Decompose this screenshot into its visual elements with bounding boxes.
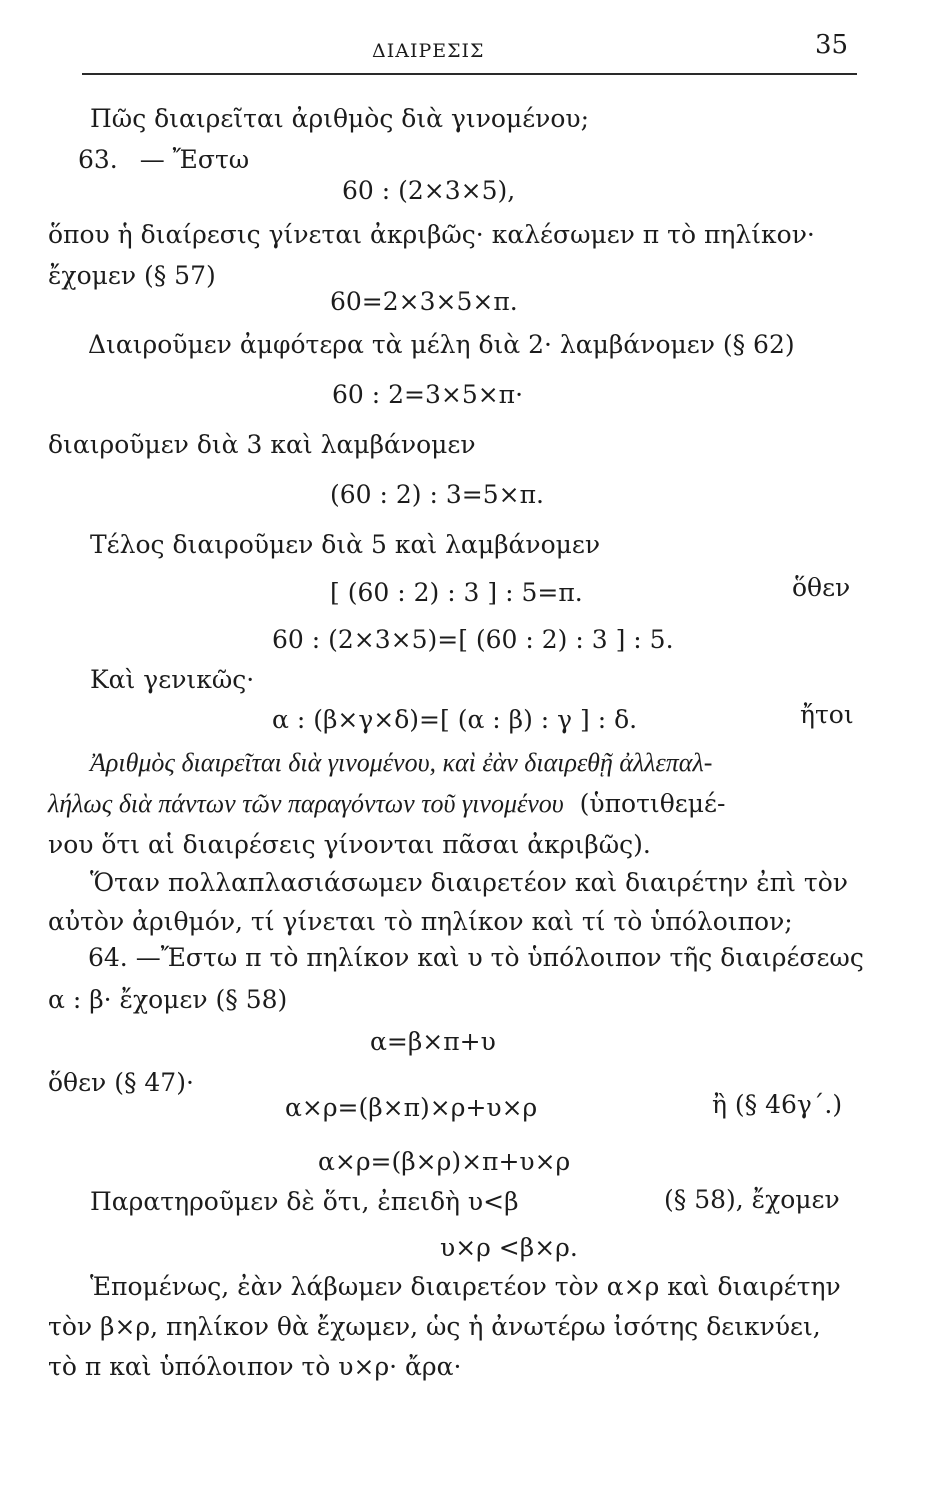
text-line: διαιροῦμεν διὰ 3 καὶ λαμβάνομεν [48, 430, 476, 459]
text-line: ἔχομεν (§ 57) [48, 261, 216, 290]
text-line: α : β· ἔχομεν (§ 58) [48, 985, 288, 1014]
text-word: ὅθεν [792, 573, 851, 602]
equation-7: α : (β×γ×δ)=[ (α : β) : γ ] : δ. [272, 705, 638, 734]
section-64-intro [88, 943, 864, 973]
section-63-intro [78, 145, 249, 175]
equation-5: [ (60 : 2) : 3 ] : 5=π. [330, 578, 583, 607]
question-heading: Πῶς διαιρεῖται ἀριθμὸς διὰ γινομένου; [90, 104, 590, 133]
equation-8: α=β×π+υ [370, 1027, 496, 1056]
section-text: —Ἔστω π τὸ πηλίκον καὶ υ τὸ ὑπόλοιπον τῆς διαιρέσεως [135, 943, 864, 972]
text-line: Τέλος διαιροῦμεν διὰ 5 καὶ λαμβάνομεν [90, 530, 601, 559]
rule-italic: λήλως διὰ πάντων τῶν παραγόντων τοῦ γινομένου [48, 789, 564, 818]
equation-9: α×ρ=(β×π)×ρ+υ×ρ [285, 1093, 538, 1122]
text-line: ὅπου ἡ διαίρεσις γίνεται ἀκριβῶς· καλέσωμεν π τὸ πηλίκον· [48, 220, 815, 249]
rule-statement [48, 789, 725, 819]
rule-statement: Ἀριθμὸς διαιρεῖται διὰ γινομένου, καὶ ἐὰν διαιρεθῇ ἀλλεπαλ- [90, 748, 713, 777]
reference: ἢ (§ 46γ΄.) [712, 1090, 843, 1119]
section-number: 64. [88, 943, 128, 972]
rule-statement: νου ὅτι αἱ διαιρέσεις γίνονται πᾶσαι ἀκριβῶς). [48, 830, 651, 859]
equation-4: (60 : 2) : 3=5×π. [330, 480, 544, 509]
equation-10: α×ρ=(β×ρ)×π+υ×ρ [318, 1147, 571, 1176]
text-line: ὅθεν (§ 47)· [48, 1068, 194, 1097]
text-line: τὸ π καὶ ὑπόλοιπον τὸ υ×ρ· ἄρα· [48, 1352, 462, 1381]
equation-2: 60=2×3×5×π. [330, 287, 518, 316]
text-line: Διαιροῦμεν ἀμφότερα τὰ μέλη διὰ 2· λαμβάνομεν (§ 62) [88, 330, 795, 359]
text-line: Καὶ γενικῶς· [90, 665, 255, 694]
rule-parenthetical: (ὑποτιθεμέ- [579, 789, 726, 818]
text-line: τὸν β×ρ, πηλίκον θὰ ἔχωμεν, ὡς ἡ ἀνωτέρω ἰσότης δεικνύει, [48, 1312, 821, 1341]
question-heading: Ὅταν πολλαπλασιάσωμεν διαιρετέον καὶ διαιρέτην ἐπὶ τὸν [90, 868, 848, 897]
running-header: ΔΙΑΙΡΕΣΙΣ [372, 40, 485, 62]
equation-11: υ×ρ <β×ρ. [440, 1233, 578, 1262]
equation-1: 60 : (2×3×5), [342, 176, 516, 205]
text-line: Παρατηροῦμεν δὲ ὅτι, ἐπειδὴ υ<β [90, 1187, 519, 1216]
header-rule [82, 73, 857, 75]
section-number: 63. [78, 145, 118, 174]
text-word: ἤτοι [800, 700, 854, 729]
equation-6: 60 : (2×3×5)=[ (60 : 2) : 3 ] : 5. [272, 625, 674, 654]
text-line: Ἑπομένως, ἐὰν λάβωμεν διαιρετέον τὸν α×ρ καὶ διαιρέτην [90, 1272, 841, 1301]
equation-3: 60 : 2=3×5×π· [332, 380, 524, 409]
text-line: (§ 58), ἔχομεν [664, 1185, 840, 1214]
question-heading: αὐτὸν ἀριθμόν, τί γίνεται τὸ πηλίκον καὶ τί τὸ ὑπόλοιπον; [48, 907, 793, 936]
page-number: 35 [815, 30, 849, 60]
section-text: — Ἔστω [139, 145, 250, 174]
